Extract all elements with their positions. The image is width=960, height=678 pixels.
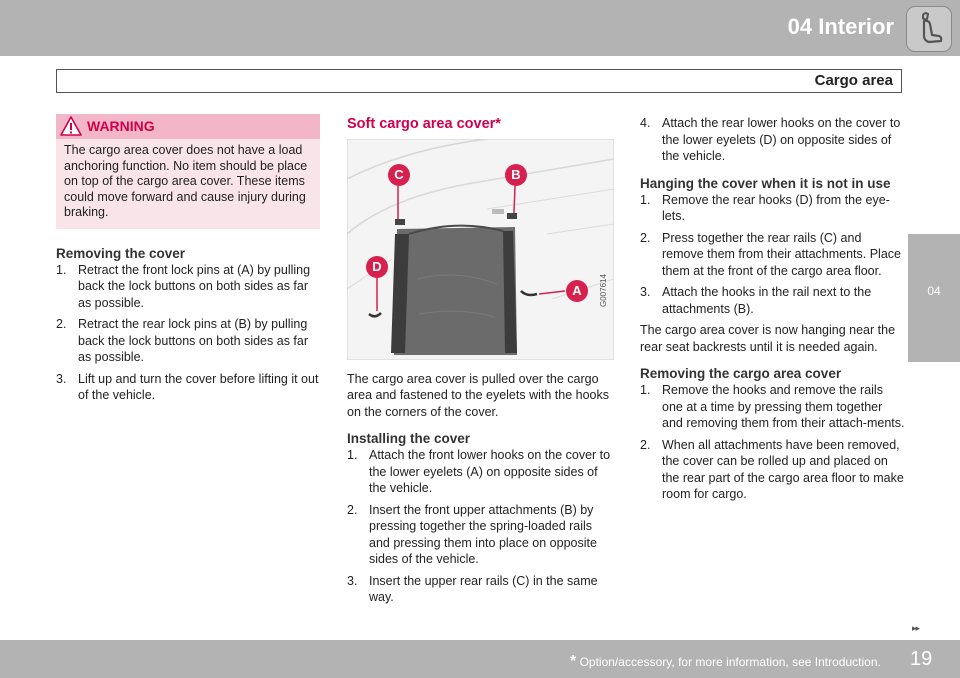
- hanging-steps: [640, 192, 906, 318]
- section-bar: [56, 69, 902, 93]
- warning-text: The cargo area cover does not have a load anchoring function. No item should be place on top of the cargo area cover. These items could move forward and cause injury during braking.: [56, 139, 320, 229]
- installing-steps-continued: [640, 115, 906, 165]
- warning-triangle-icon: [60, 116, 82, 136]
- figure-label-b: B: [505, 164, 527, 186]
- footer-note: [570, 653, 881, 671]
- list-item: 1. Remove the rear hooks (D) from the eye-lets.: [640, 192, 890, 223]
- column-3: [640, 115, 906, 508]
- warning-header: [56, 114, 320, 139]
- cargo-cover-figure: [347, 139, 614, 360]
- list-item: 4. Attach the rear lower hooks on the cover to the lower eyelets (D) on opposite sides of the vehicle.: [640, 116, 901, 163]
- removing-cover-heading: Removing the cover: [56, 245, 186, 261]
- removing-cargo-cover-steps: [640, 382, 906, 503]
- soft-cover-heading: Soft cargo area cover*: [347, 116, 501, 132]
- list-item: 1. Retract the front lock pins at (A) by pulling back the lock buttons on both sides as far as possible.: [56, 262, 311, 310]
- side-tab-label: 04: [927, 284, 941, 298]
- figure-code: G007614: [599, 273, 608, 307]
- column-1: [56, 114, 320, 409]
- seat-icon: [906, 6, 952, 52]
- list-item: 3. Attach the hooks in the rail next to the attachments (B).: [640, 285, 872, 316]
- chapter-side-tab: [908, 234, 960, 362]
- list-item: 1. Attach the front lower hooks on the cover to the lower eyelets (A) on opposite sides of the vehicle.: [347, 448, 611, 495]
- page-number: 19: [910, 648, 933, 670]
- hanging-note: The cargo area cover is now hanging near the rear seat backrests until it is needed again.: [640, 323, 896, 354]
- section-title: Cargo area: [814, 72, 893, 89]
- removing-cover-steps: [56, 262, 320, 404]
- figure-label-a: A: [566, 280, 588, 302]
- list-item: 3. Lift up and turn the cover before lifting it out of the vehicle.: [56, 371, 319, 402]
- footer-note-text: Option/accessory, for more information, see Introduction.: [579, 655, 881, 669]
- figure-label-c: C: [388, 164, 410, 186]
- warning-box: [56, 114, 320, 229]
- list-item: 3. Insert the upper rear rails (C) in the same way.: [347, 573, 598, 604]
- list-item: 2. When all attachments have been removed, the cover can be rolled up and placed on the rear part of the cargo area floor to make room for cargo.: [640, 437, 904, 501]
- chapter-title: 04 Interior: [787, 14, 894, 39]
- hanging-heading: Hanging the cover when it is not in use: [640, 175, 891, 191]
- column-2: [347, 116, 614, 611]
- warning-title: WARNING: [87, 118, 155, 134]
- continue-arrows-icon: ▸▸: [912, 623, 920, 633]
- footer-star: *: [570, 653, 577, 670]
- list-item: 2. Press together the rear rails (C) and remove them from their attachments. Place them at the front of the cargo area floor.: [640, 230, 901, 278]
- figure-label-d: D: [366, 256, 388, 278]
- removing-cargo-cover-heading: Removing the cargo area cover: [640, 366, 842, 381]
- list-item: 2. Retract the rear lock pins at (B) by pulling back the lock buttons on both sides as far as possible.: [56, 317, 308, 364]
- list-item: 2. Insert the front upper attachments (B) by pressing together the spring-loaded rails and pressing them into place on opposite sides of the vehicle.: [347, 502, 597, 566]
- installing-heading: Installing the cover: [347, 431, 471, 446]
- installing-steps: [347, 447, 614, 606]
- soft-cover-description: The cargo area cover is pulled over the cargo area and fastened to the eyelets with the hooks on the corners of the cover.: [347, 371, 609, 419]
- cargo-cover-illustration: [347, 139, 614, 360]
- list-item: 1. Remove the hooks and remove the rails one at a time by pressing them together and removing them from their attach-ments.: [640, 383, 905, 430]
